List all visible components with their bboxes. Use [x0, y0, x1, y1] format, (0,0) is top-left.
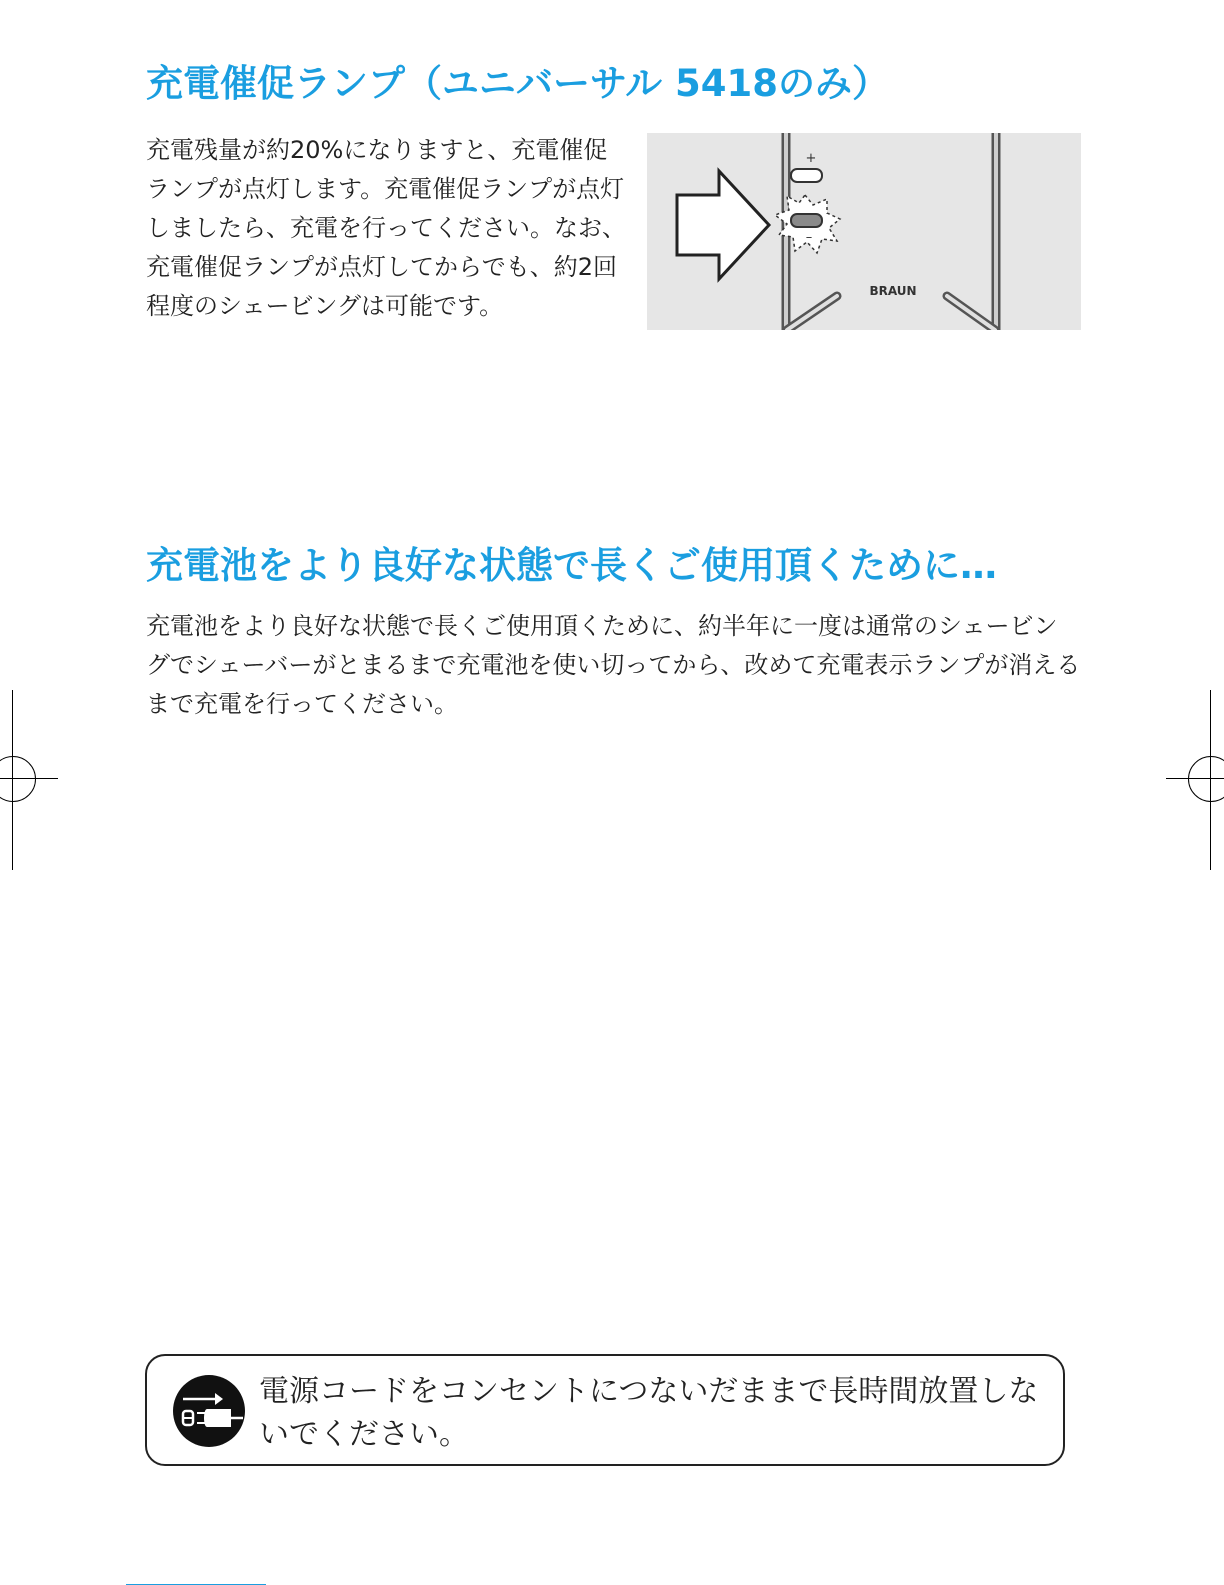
- plus-label: +: [805, 151, 817, 166]
- section-heading-charge-reminder-lamp: 充電催促ランプ（ユニバーサル 5418のみ）: [146, 62, 890, 105]
- registration-circle-left: [0, 756, 36, 802]
- warning-box: [145, 1354, 1065, 1466]
- battery-care-description: 充電池をより良好な状態で長くご使用頂くために、約半年に一度は通常のシェービングでシェーバーがとまるまで充電池を使い切ってから、改めて充電表示ランプが消えるまで充電を行ってください。: [146, 612, 1081, 718]
- pointer-arrow-icon: [677, 171, 769, 279]
- charge-reminder-description: 充電残量が約20%になりますと、充電催促ランプが点灯します。充電催促ランプが点灯しましたら、充電を行ってください。なお、充電催促ランプが点灯してからでも、約2回程度のシェービングは可能です。: [146, 136, 626, 320]
- shaver-lamp-illustration: [647, 133, 1081, 330]
- brand-logo: BRAUN: [869, 284, 917, 298]
- shaver-diagram: [647, 133, 1081, 330]
- minus-label: –: [805, 230, 813, 245]
- plus-lamp: [791, 169, 822, 182]
- registration-circle-right: [1188, 756, 1224, 802]
- charge-reminder-lamp: [791, 214, 822, 227]
- section-heading-battery-care: 充電池をより良好な状態で長くご使用頂くために…: [146, 544, 997, 587]
- unplug-icon: [171, 1373, 247, 1449]
- warning-text: 電源コードをコンセントにつないだままで長時間放置しないでください。: [259, 1374, 1039, 1452]
